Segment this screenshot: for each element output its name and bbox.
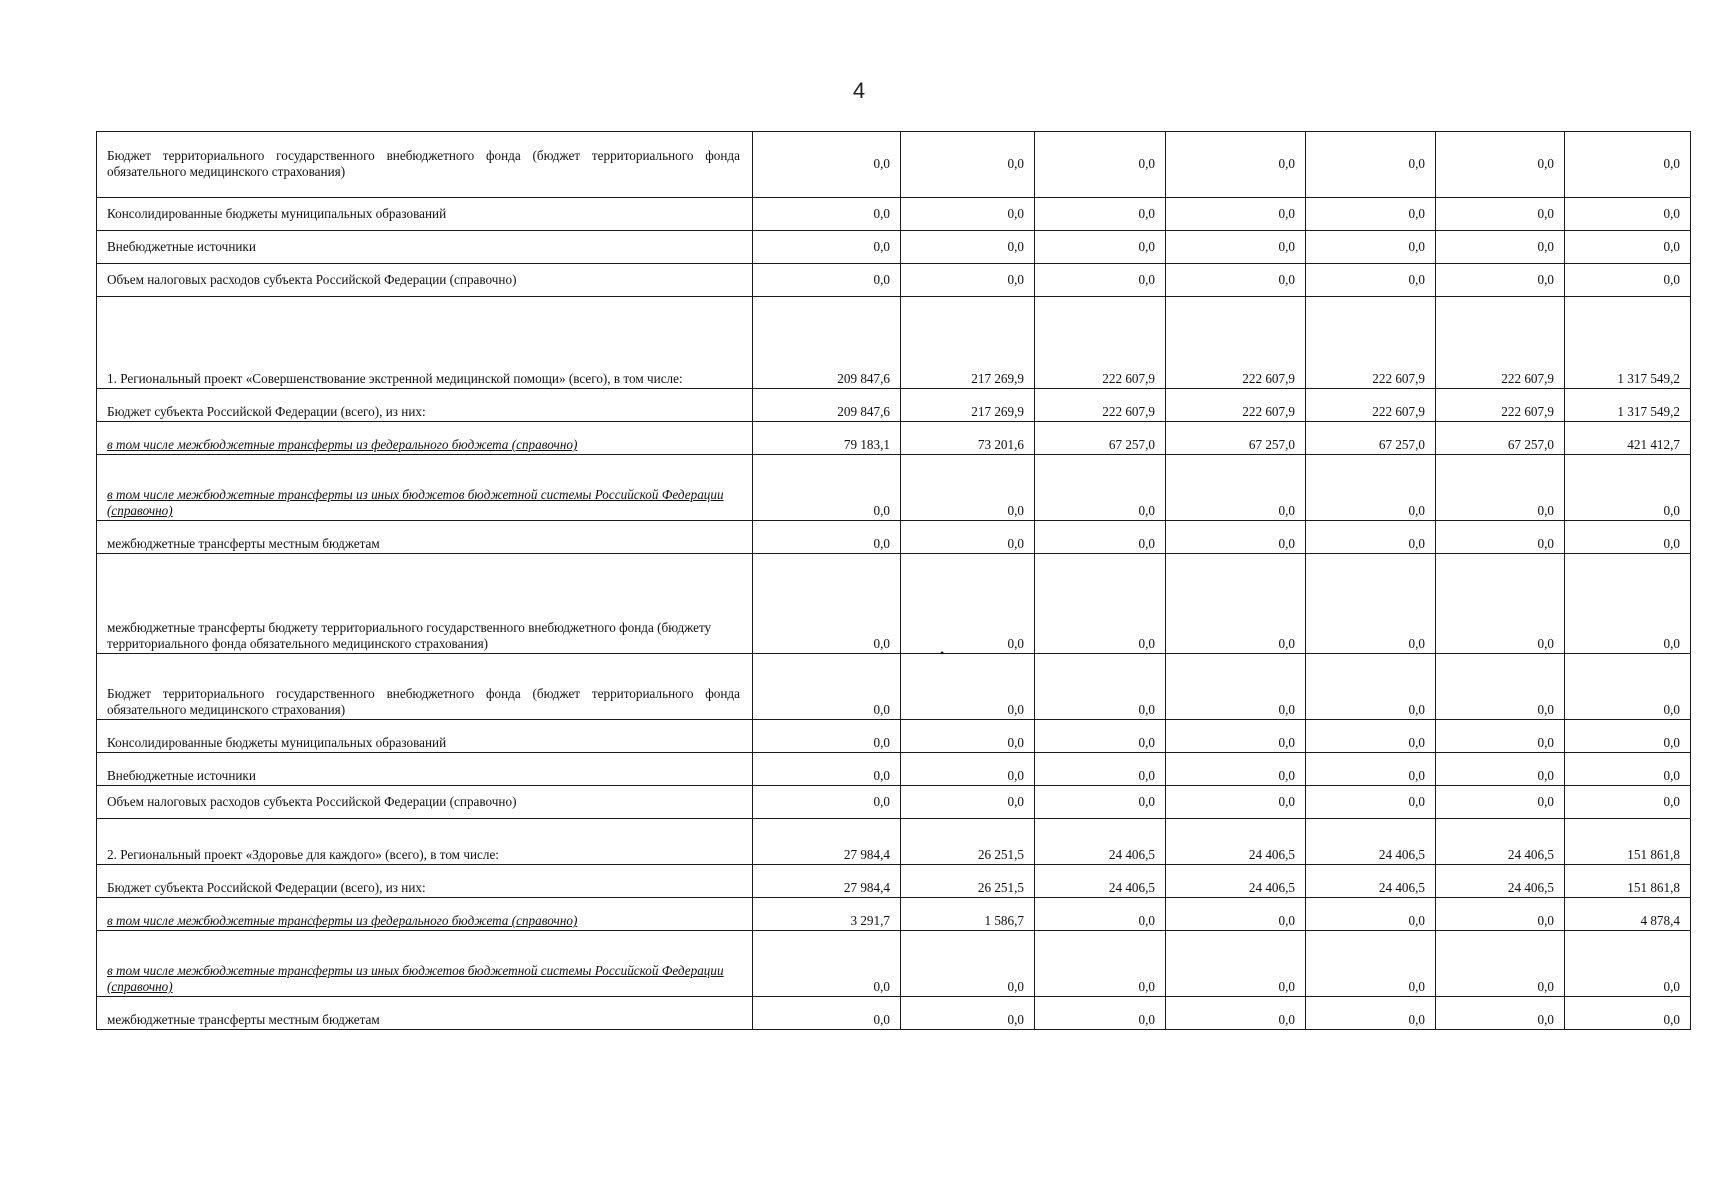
row-year-value: 0,0 [1166, 455, 1306, 521]
row-year-value: 0,0 [1306, 455, 1436, 521]
row-year-value: 0,0 [901, 132, 1035, 198]
row-year-value: 0,0 [901, 931, 1035, 997]
row-total-value: 0,0 [1565, 931, 1691, 997]
row-year-value: 0,0 [901, 997, 1035, 1030]
row-year-value: 0,0 [1166, 753, 1306, 786]
row-year-value: 0,0 [1436, 720, 1565, 753]
row-year-value: 0,0 [901, 231, 1035, 264]
row-year-value: 27 984,4 [753, 819, 901, 865]
row-year-value: 0,0 [1436, 997, 1565, 1030]
row-year-value: 0,0 [1166, 997, 1306, 1030]
row-year-value: 0,0 [1166, 898, 1306, 931]
row-year-value: 3 291,7 [753, 898, 901, 931]
row-year-value: 0,0 [1436, 132, 1565, 198]
row-year-value: 0,0 [1035, 521, 1166, 554]
table-row [97, 389, 1691, 422]
scan-mark: • [940, 646, 945, 660]
row-year-value: 0,0 [1306, 521, 1436, 554]
row-year-value: 0,0 [1436, 455, 1565, 521]
row-year-value: 0,0 [1035, 720, 1166, 753]
row-year-value: 0,0 [1306, 753, 1436, 786]
row-year-value: 0,0 [1035, 786, 1166, 819]
row-year-value: 0,0 [1306, 554, 1436, 654]
row-label: Консолидированные бюджеты муниципальных образований [97, 198, 753, 231]
row-year-value: 217 269,9 [901, 389, 1035, 422]
row-total-value: 0,0 [1565, 654, 1691, 720]
row-year-value: 0,0 [753, 554, 901, 654]
row-year-value: 27 984,4 [753, 865, 901, 898]
row-year-value: 26 251,5 [901, 819, 1035, 865]
row-total-value: 0,0 [1565, 132, 1691, 198]
row-year-value: 0,0 [753, 654, 901, 720]
row-label: в том числе межбюджетные трансферты из иных бюджетов бюджетной системы Российской Федерации (справочно) [97, 455, 753, 521]
row-label: Бюджет субъекта Российской Федерации (всего), из них: [97, 865, 753, 898]
table-row [97, 231, 1691, 264]
row-year-value: 0,0 [1436, 264, 1565, 297]
row-year-value: 24 406,5 [1166, 819, 1306, 865]
table-row [97, 753, 1691, 786]
table-row [97, 132, 1691, 198]
table-row [97, 455, 1691, 521]
row-year-value: 222 607,9 [1166, 297, 1306, 389]
table-row [97, 554, 1691, 654]
row-total-value: 0,0 [1565, 231, 1691, 264]
table-row [97, 198, 1691, 231]
row-total-value: 1 317 549,2 [1565, 389, 1691, 422]
table-row [97, 931, 1691, 997]
row-year-value: 222 607,9 [1436, 389, 1565, 422]
row-label: Внебюджетные источники [97, 753, 753, 786]
row-year-value: 0,0 [1306, 720, 1436, 753]
row-year-value: 0,0 [901, 786, 1035, 819]
row-year-value: 0,0 [1166, 931, 1306, 997]
row-year-value: 209 847,6 [753, 297, 901, 389]
row-total-value: 0,0 [1565, 264, 1691, 297]
row-year-value: 0,0 [1166, 264, 1306, 297]
budget-table [96, 131, 1691, 1030]
row-year-value: 217 269,9 [901, 297, 1035, 389]
row-total-value: 0,0 [1565, 521, 1691, 554]
row-year-value: 0,0 [1306, 898, 1436, 931]
row-year-value: 0,0 [753, 264, 901, 297]
row-year-value: 222 607,9 [1035, 389, 1166, 422]
row-total-value: 151 861,8 [1565, 819, 1691, 865]
row-year-value: 0,0 [1436, 898, 1565, 931]
row-year-value: 0,0 [1035, 898, 1166, 931]
row-year-value: 67 257,0 [1306, 422, 1436, 455]
row-total-value: 0,0 [1565, 198, 1691, 231]
row-year-value: 0,0 [901, 455, 1035, 521]
row-year-value: 0,0 [753, 198, 901, 231]
row-year-value: 0,0 [753, 231, 901, 264]
row-year-value: 0,0 [1436, 931, 1565, 997]
row-year-value: 0,0 [1306, 786, 1436, 819]
row-year-value: 0,0 [1035, 654, 1166, 720]
row-label: в том числе межбюджетные трансферты из иных бюджетов бюджетной системы Российской Федерации (справочно) [97, 931, 753, 997]
row-year-value: 0,0 [753, 931, 901, 997]
row-label: 1. Региональный проект «Совершенствование экстренной медицинской помощи» (всего), в том числе: [97, 297, 753, 389]
row-year-value: 79 183,1 [753, 422, 901, 455]
table-row [97, 819, 1691, 865]
row-year-value: 0,0 [1166, 554, 1306, 654]
row-year-value: 0,0 [1436, 231, 1565, 264]
row-year-value: 0,0 [1436, 554, 1565, 654]
row-label: в том числе межбюджетные трансферты из федерального бюджета (справочно) [97, 898, 753, 931]
row-year-value: 24 406,5 [1166, 865, 1306, 898]
row-year-value: 0,0 [753, 132, 901, 198]
row-year-value: 0,0 [1306, 654, 1436, 720]
row-year-value: 0,0 [1035, 264, 1166, 297]
row-year-value: 0,0 [753, 521, 901, 554]
table-row [97, 521, 1691, 554]
row-year-value: 0,0 [901, 720, 1035, 753]
row-year-value: 0,0 [1035, 931, 1166, 997]
row-year-value: 0,0 [1166, 521, 1306, 554]
row-year-value: 0,0 [1035, 997, 1166, 1030]
row-year-value: 0,0 [753, 753, 901, 786]
row-year-value: 67 257,0 [1436, 422, 1565, 455]
table-row [97, 720, 1691, 753]
table-row [97, 264, 1691, 297]
row-year-value: 24 406,5 [1306, 819, 1436, 865]
row-year-value: 0,0 [1436, 753, 1565, 786]
row-year-value: 26 251,5 [901, 865, 1035, 898]
row-year-value: 0,0 [1035, 198, 1166, 231]
row-label: Объем налоговых расходов субъекта Российской Федерации (справочно) [97, 264, 753, 297]
row-year-value: 0,0 [753, 997, 901, 1030]
row-year-value: 0,0 [901, 198, 1035, 231]
row-year-value: 24 406,5 [1035, 819, 1166, 865]
row-year-value: 73 201,6 [901, 422, 1035, 455]
row-year-value: 222 607,9 [1166, 389, 1306, 422]
row-year-value: 0,0 [1166, 786, 1306, 819]
row-label: в том числе межбюджетные трансферты из федерального бюджета (справочно) [97, 422, 753, 455]
row-year-value: 67 257,0 [1166, 422, 1306, 455]
row-year-value: 0,0 [1306, 132, 1436, 198]
row-year-value: 222 607,9 [1035, 297, 1166, 389]
row-year-value: 209 847,6 [753, 389, 901, 422]
row-year-value: 0,0 [1306, 198, 1436, 231]
row-year-value: 0,0 [901, 521, 1035, 554]
row-year-value: 0,0 [1035, 455, 1166, 521]
row-year-value: 0,0 [1166, 198, 1306, 231]
row-year-value: 24 406,5 [1306, 865, 1436, 898]
row-label: Консолидированные бюджеты муниципальных образований [97, 720, 753, 753]
row-total-value: 4 878,4 [1565, 898, 1691, 931]
table-row [97, 997, 1691, 1030]
row-year-value: 1 586,7 [901, 898, 1035, 931]
row-year-value: 67 257,0 [1035, 422, 1166, 455]
row-year-value: 0,0 [1035, 753, 1166, 786]
row-year-value: 0,0 [1166, 720, 1306, 753]
row-year-value: 0,0 [901, 753, 1035, 786]
row-label: межбюджетные трансферты местным бюджетам [97, 521, 753, 554]
row-year-value: 0,0 [1166, 654, 1306, 720]
row-total-value: 421 412,7 [1565, 422, 1691, 455]
row-year-value: 24 406,5 [1436, 865, 1565, 898]
row-label: Бюджет территориального государственного внебюджетного фонда (бюджет территориального фонда обязательного медицинского страхования) [97, 654, 753, 720]
row-year-value: 0,0 [1306, 264, 1436, 297]
row-year-value: 0,0 [753, 720, 901, 753]
row-year-value: 24 406,5 [1035, 865, 1166, 898]
row-total-value: 0,0 [1565, 455, 1691, 521]
row-year-value: 0,0 [1436, 786, 1565, 819]
row-label: межбюджетные трансферты местным бюджетам [97, 997, 753, 1030]
row-year-value: 0,0 [901, 654, 1035, 720]
row-year-value: 0,0 [1166, 132, 1306, 198]
row-total-value: 0,0 [1565, 997, 1691, 1030]
table-row [97, 654, 1691, 720]
table-row [97, 297, 1691, 389]
row-label: 2. Региональный проект «Здоровье для каждого» (всего), в том числе: [97, 819, 753, 865]
row-year-value: 0,0 [901, 554, 1035, 654]
row-year-value: 0,0 [1306, 931, 1436, 997]
row-label: Внебюджетные источники [97, 231, 753, 264]
row-label: Бюджет территориального государственного внебюджетного фонда (бюджет территориального фонда обязательного медицинского страхования) [97, 132, 753, 198]
row-total-value: 1 317 549,2 [1565, 297, 1691, 389]
row-total-value: 0,0 [1565, 554, 1691, 654]
row-label: Бюджет субъекта Российской Федерации (всего), из них: [97, 389, 753, 422]
row-year-value: 222 607,9 [1306, 389, 1436, 422]
row-year-value: 0,0 [1035, 132, 1166, 198]
row-year-value: 0,0 [1035, 231, 1166, 264]
row-year-value: 222 607,9 [1436, 297, 1565, 389]
row-total-value: 151 861,8 [1565, 865, 1691, 898]
row-total-value: 0,0 [1565, 720, 1691, 753]
row-year-value: 0,0 [753, 786, 901, 819]
row-total-value: 0,0 [1565, 786, 1691, 819]
row-year-value: 0,0 [753, 455, 901, 521]
row-year-value: 0,0 [1436, 198, 1565, 231]
row-year-value: 0,0 [1436, 654, 1565, 720]
row-year-value: 0,0 [1306, 231, 1436, 264]
row-year-value: 24 406,5 [1436, 819, 1565, 865]
page-number: 4 [852, 78, 866, 103]
row-total-value: 0,0 [1565, 753, 1691, 786]
table-row [97, 865, 1691, 898]
table-row [97, 786, 1691, 819]
row-year-value: 0,0 [901, 264, 1035, 297]
row-label: межбюджетные трансферты бюджету территориального государственного внебюджетного фонда (бюджету территориального фонда обязательного медицинского страхования) [97, 554, 753, 654]
row-year-value: 222 607,9 [1306, 297, 1436, 389]
table-row [97, 898, 1691, 931]
row-year-value: 0,0 [1166, 231, 1306, 264]
row-year-value: 0,0 [1035, 554, 1166, 654]
row-year-value: 0,0 [1436, 521, 1565, 554]
row-label: Объем налоговых расходов субъекта Российской Федерации (справочно) [97, 786, 753, 819]
table-row [97, 422, 1691, 455]
row-year-value: 0,0 [1306, 997, 1436, 1030]
